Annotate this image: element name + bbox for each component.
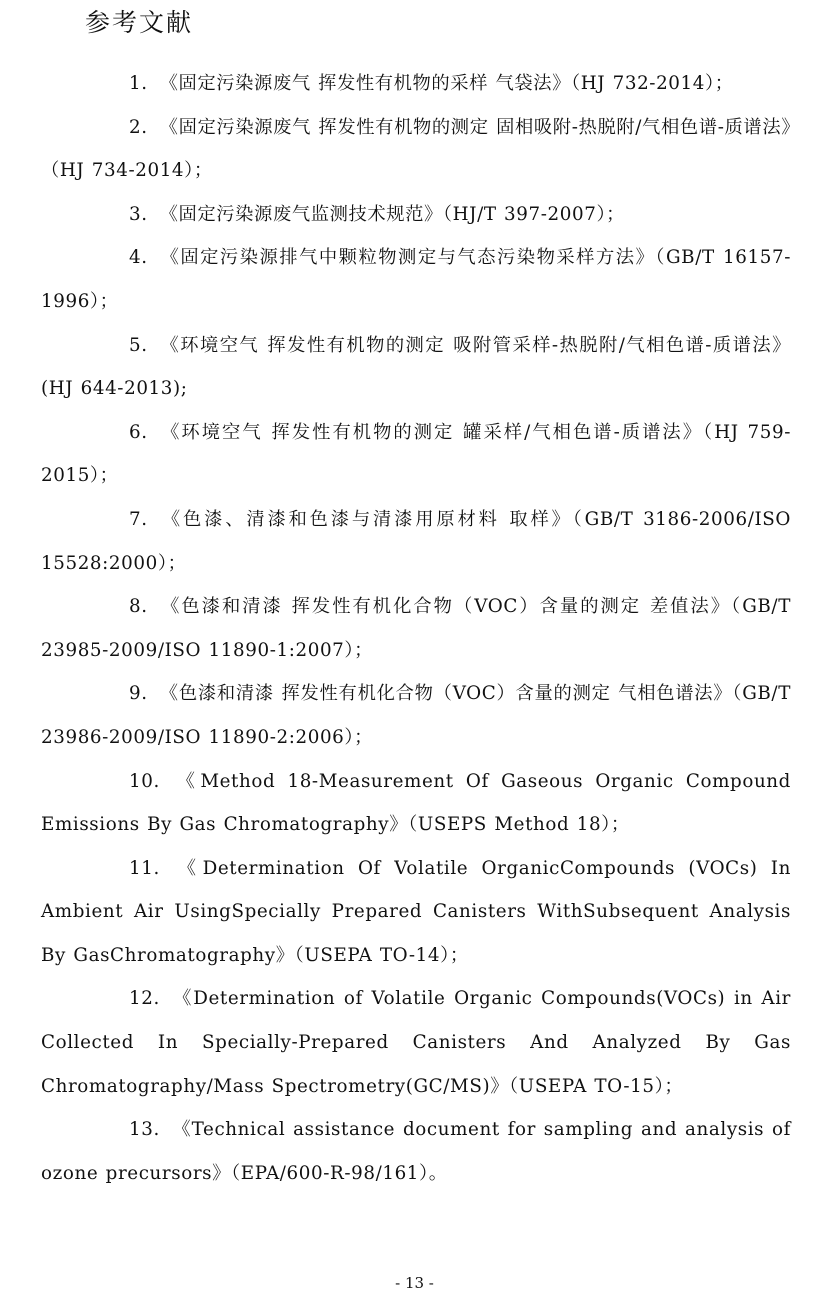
reference-item xyxy=(41,585,791,672)
reference-text: 《环境空气 挥发性有机物的测定 罐采样/气相色谱-质谱法》（HJ 759-2015）； xyxy=(41,421,791,487)
reference-text: 《固定污染源废气 挥发性有机物的测定 固相吸附-热脱附/气相色谱-质谱法》（HJ 734-2014）； xyxy=(41,116,791,182)
reference-item xyxy=(41,411,791,498)
reference-item xyxy=(41,1108,791,1195)
reference-number: 13. xyxy=(129,1119,160,1141)
reference-text: 《环境空气 挥发性有机物的测定 吸附管采样-热脱附/气相色谱-质谱法》 (HJ 644-2013); xyxy=(41,334,791,400)
reference-item xyxy=(41,106,791,193)
reference-item xyxy=(41,193,791,237)
reference-item xyxy=(41,324,791,411)
reference-number: 12. xyxy=(129,988,160,1010)
reference-item xyxy=(41,672,791,759)
reference-item xyxy=(41,62,791,106)
reference-number: 9. xyxy=(129,683,148,705)
reference-number: 10. xyxy=(129,770,160,792)
reference-item xyxy=(41,977,791,1108)
reference-item xyxy=(41,760,791,847)
reference-item xyxy=(41,498,791,585)
reference-number: 3. xyxy=(129,203,148,225)
reference-text: 《色漆、清漆和色漆与清漆用原材料 取样》（GB/T 3186-2006/ISO 15528:2000）； xyxy=(41,508,791,574)
reference-number: 2. xyxy=(129,116,148,138)
reference-item xyxy=(41,847,791,978)
reference-number: 1. xyxy=(129,73,148,94)
reference-number: 6. xyxy=(129,421,148,443)
reference-text: 《Determination Of Volatile OrganicCompounds (VOCs) In Ambient Air UsingSpecially Prepared Canisters WithSubsequent Analysis By GasChromatography》（USEPA TO-14）； xyxy=(41,857,791,966)
reference-number: 4. xyxy=(129,247,148,269)
reference-number: 5. xyxy=(129,334,148,356)
reference-number: 7. xyxy=(129,508,148,530)
reference-number: 8. xyxy=(129,596,148,618)
reference-text: 《色漆和清漆 挥发性有机化合物（VOC）含量的测定 差值法》（GB/T 23985-2009/ISO 11890-1:2007）； xyxy=(41,596,791,661)
page-title: 参考文献 xyxy=(85,8,194,37)
reference-number: 11. xyxy=(129,857,160,879)
reference-text: 《固定污染源废气 挥发性有机物的采样 气袋法》（HJ 732-2014）； xyxy=(159,73,734,94)
reference-item xyxy=(41,236,791,323)
reference-text: 《Determination of Volatile Organic Compounds(VOCs) in Air Collected In Specially-Prepared Canisters And Analyzed By Gas Chromatography/Mass Spectrometry(GC/MS)》（USEPA TO-15）； xyxy=(41,988,791,1097)
reference-text: 《Technical assistance document for sampling and analysis of ozone precursors》（EPA/600-R-98/161）。 xyxy=(41,1119,791,1184)
reference-text: 《色漆和清漆 挥发性有机化合物（VOC）含量的测定 气相色谱法》（GB/T 23986-2009/ISO 11890-2:2006）； xyxy=(41,683,791,748)
reference-text: 《固定污染源排气中颗粒物测定与气态污染物采样方法》（GB/T 16157-1996）； xyxy=(41,247,791,312)
reference-list xyxy=(41,62,791,1195)
reference-text: 《Method 18-Measurement Of Gaseous Organic Compound Emissions By Gas Chromatography》（USEPS Method 18）； xyxy=(41,770,791,836)
page-number: - 13 - xyxy=(395,1274,434,1292)
reference-text: 《固定污染源废气监测技术规范》（HJ/T 397-2007）； xyxy=(159,203,626,225)
